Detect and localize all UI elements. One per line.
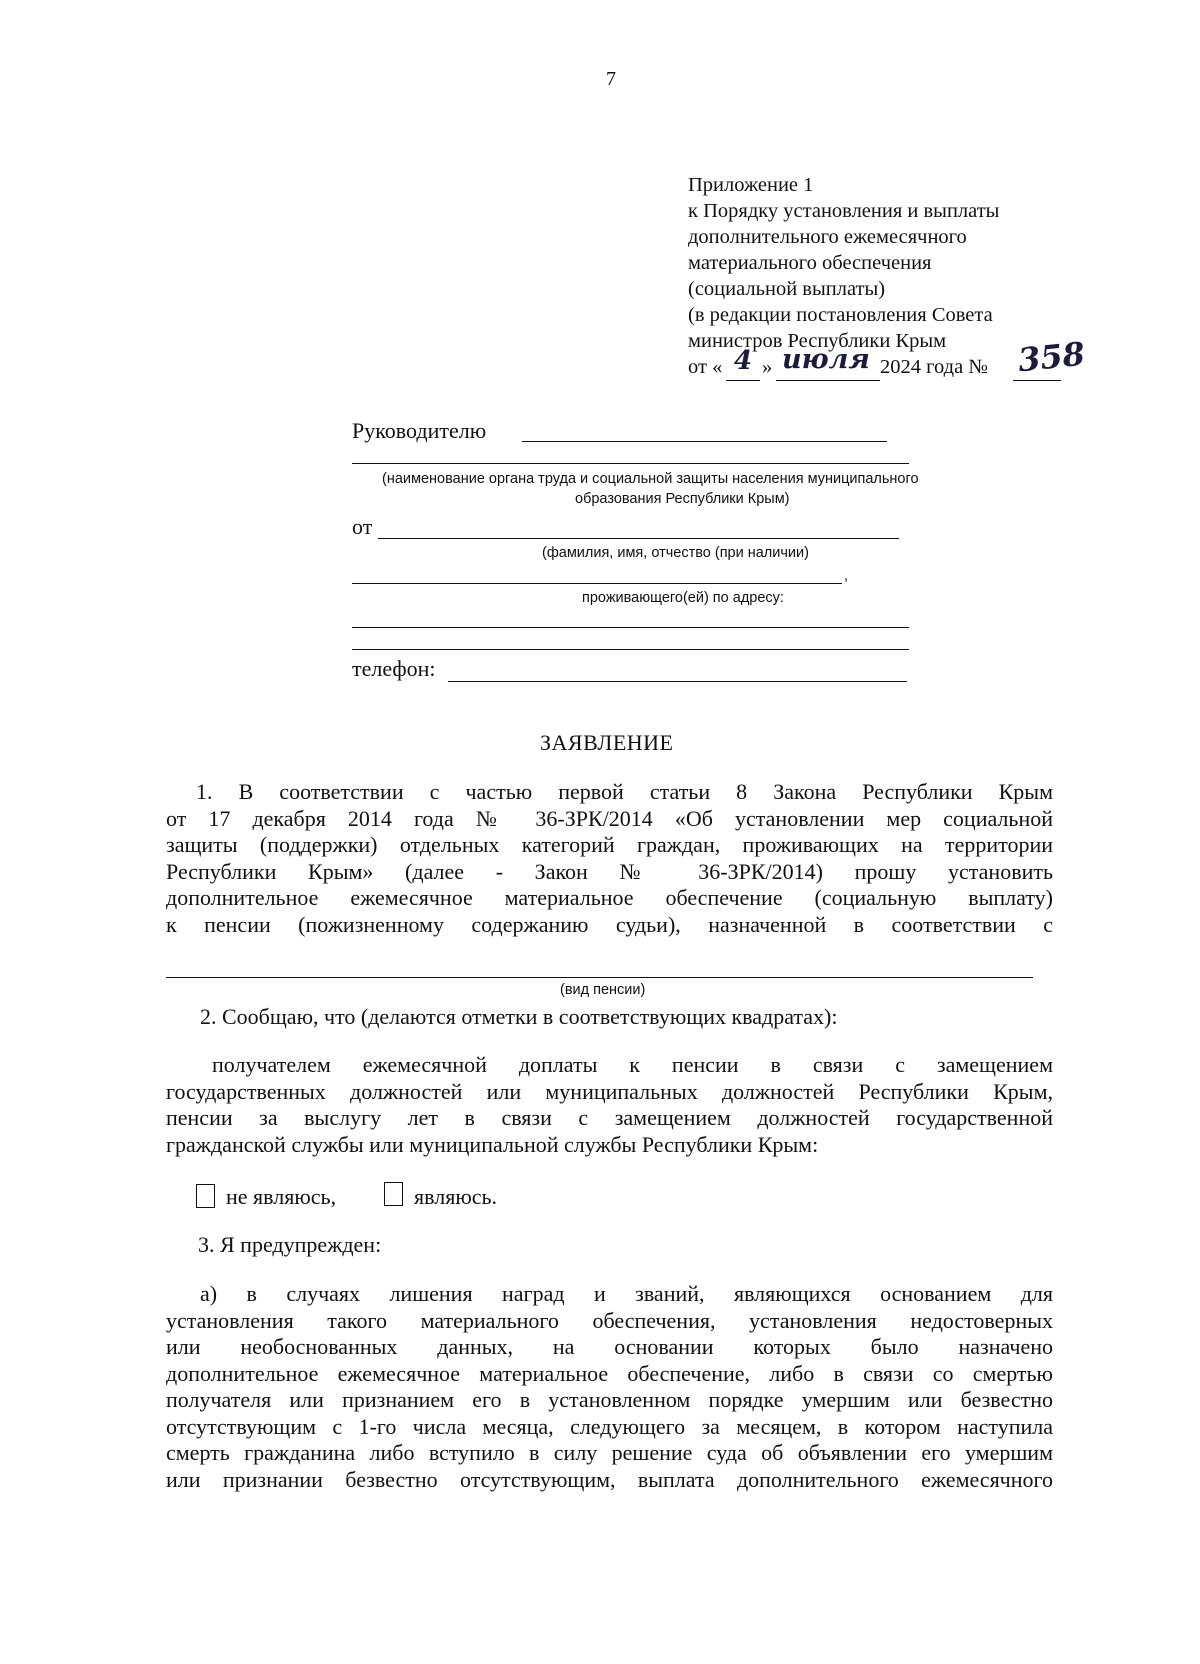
- from-line: [378, 538, 899, 539]
- address-line-1: [352, 627, 909, 628]
- phone-line: [448, 681, 907, 682]
- section-3-line: или необоснованных данных, на основании которых было назначено: [166, 1334, 1053, 1359]
- appendix-header: [688, 172, 999, 354]
- section-1-line: от 17 декабря 2014 года № 36-ЗРК/2014 «Об установлении мер социальной: [166, 805, 1053, 831]
- section-2-paragraph: [166, 1052, 1053, 1158]
- recipient-hint: образования Республики Крым): [575, 491, 790, 507]
- section-3-line: смерть гражданина либо вступило в силу решение суда об объявлении его умершим: [166, 1440, 1053, 1465]
- recipient-line: [522, 441, 887, 442]
- section-2-line: государственных должностей или муниципальных должностей Республики Крым,: [166, 1078, 1053, 1104]
- from-hint: (фамилия, имя, отчество (при наличии): [542, 545, 809, 561]
- phone-label: телефон:: [352, 656, 436, 681]
- section-3-heading: 3. Я предупрежден:: [198, 1232, 382, 1257]
- section-1-line: к пенсии (пожизненному содержанию судьи), назначенной в соответствии с: [166, 911, 1053, 937]
- appendix-month-sep: »: [762, 356, 773, 378]
- month-underline: [776, 380, 880, 381]
- day-underline: [726, 380, 760, 381]
- checkbox-not-recipient[interactable]: [196, 1184, 215, 1208]
- option-not-recipient-label: не являюсь,: [226, 1184, 337, 1209]
- appendix-line: материального обеспечения: [688, 252, 932, 274]
- section-2-line: гражданской службы или муниципальной службы Республики Крым:: [166, 1131, 819, 1157]
- section-1-line: 1. В соответствии с частью первой статьи 8 Закона Республики Крым: [196, 779, 1053, 804]
- section-3-line: получателя или признанием его в установленном порядке умершим или безвестно: [166, 1387, 1053, 1412]
- recipient-label: Руководителю: [352, 418, 487, 443]
- section-3-line: а) в случаях лишения наград и званий, являющихся основанием для: [200, 1281, 1053, 1306]
- checkbox-recipient[interactable]: [384, 1182, 403, 1206]
- appendix-date-prefix: от «: [688, 356, 723, 378]
- number-underline: [1013, 380, 1061, 381]
- appendix-line: министров Республики Крым: [688, 330, 947, 352]
- recipient-line-2: [352, 463, 909, 464]
- recipient-hint: (наименование органа труда и социальной защиты населения муниципального: [382, 471, 919, 487]
- appendix-line: Приложение 1: [688, 174, 814, 196]
- appendix-line: (в редакции постановления Совета: [688, 304, 993, 326]
- appendix-line: дополнительного ежемесячного: [688, 226, 967, 248]
- handwritten-month: июля: [782, 344, 870, 375]
- section-2-heading: 2. Сообщаю, что (делаются отметки в соответствующих квадратах):: [200, 1004, 838, 1029]
- handwritten-number: 358: [1016, 334, 1087, 380]
- from-label: от: [352, 514, 373, 539]
- handwritten-day: 4: [734, 346, 753, 376]
- section-1-line: Республики Крым» (далее - Закон № 36-ЗРК/2014) прошу установить: [166, 858, 1053, 884]
- document-title: ЗАЯВЛЕНИЕ: [540, 730, 674, 755]
- appendix-line: (социальной выплаты): [688, 278, 886, 300]
- section-2-line: получателем ежемесячной доплаты к пенсии в связи с замещением: [212, 1052, 1053, 1077]
- name-line: [352, 583, 842, 584]
- appendix-year-text: 2024 года №: [880, 356, 988, 378]
- name-line-comma: ,: [844, 568, 849, 584]
- section-1-paragraph: [166, 779, 1053, 938]
- section-3-line: отсутствующим с 1-го числа месяца, следующего за месяцем, в котором наступила: [166, 1413, 1053, 1439]
- address-hint: проживающего(ей) по адресу:: [582, 590, 784, 606]
- page-number: 7: [606, 68, 616, 90]
- section-2-line: пенсии за выслугу лет в связи с замещением должностей государственной: [166, 1105, 1053, 1130]
- section-3-line: дополнительное ежемесячное материальное обеспечение, либо в связи со смертью: [166, 1360, 1053, 1386]
- section-3-line: установления такого материального обеспечения, установления недостоверных: [166, 1307, 1053, 1333]
- option-recipient-label: являюсь.: [414, 1184, 498, 1209]
- section-3-line: или признании безвестно отсутствующим, выплата дополнительного ежемесячного: [166, 1466, 1053, 1492]
- address-line-2: [352, 649, 909, 650]
- section-1-line: защиты (поддержки) отдельных категорий граждан, проживающих на территории: [166, 832, 1053, 857]
- section-3-paragraph: [166, 1281, 1053, 1493]
- appendix-line: к Порядку установления и выплаты: [688, 200, 1000, 222]
- pension-type-line: [166, 977, 1033, 978]
- pension-type-hint: (вид пенсии): [560, 982, 646, 998]
- section-1-line: дополнительное ежемесячное материальное обеспечение (социальную выплату): [166, 885, 1053, 910]
